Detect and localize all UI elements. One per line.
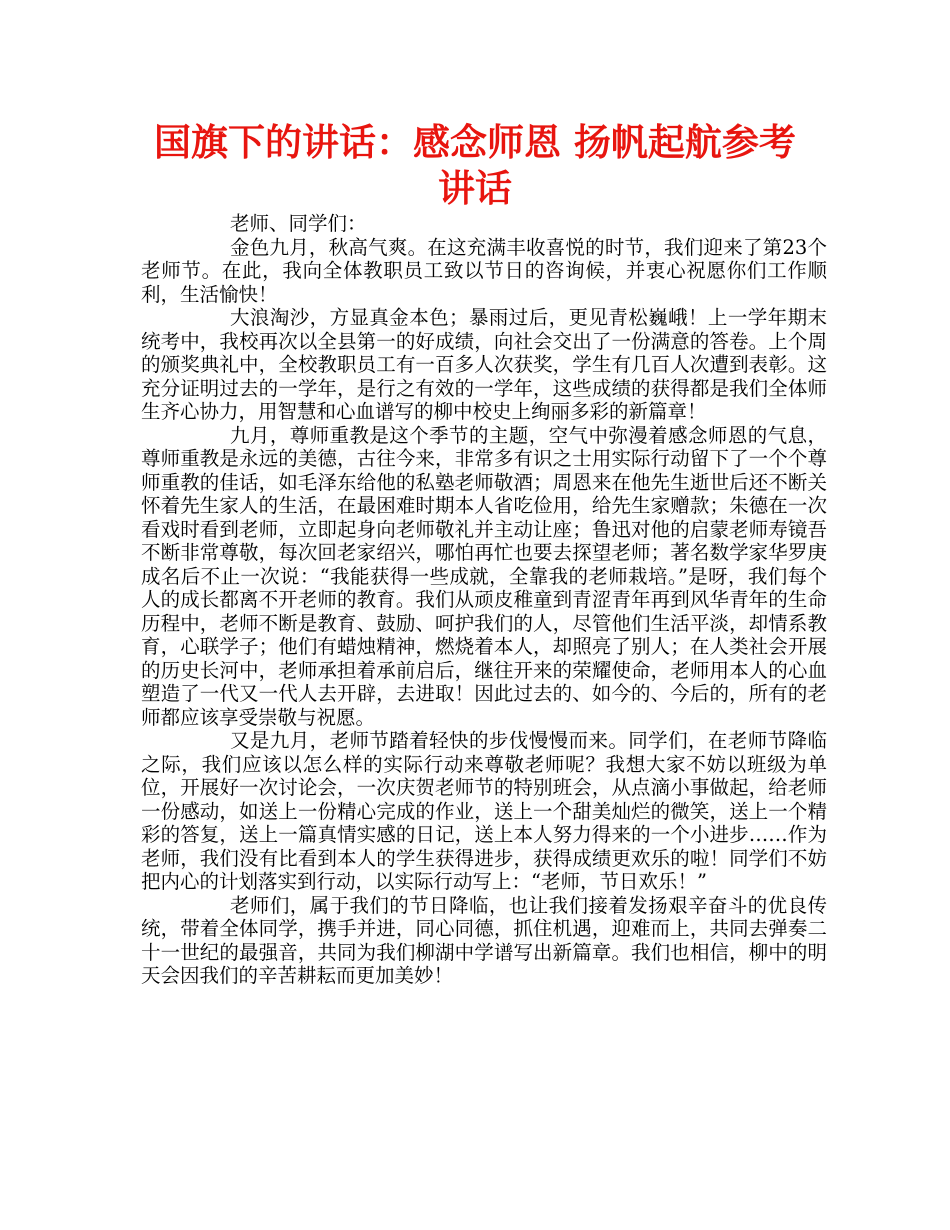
paragraph-respect-teachers: 九月，尊师重教是这个季节的主题，空气中弥漫着感念师恩的气息，尊师重教是永远的美德，古往今来，非常多有识之士用实际行动留下了一个个尊师重教的佳话，如毛泽东给他的私塾老师敬酒；周恩来在他先生逝世后还不断关怀着先生家人的生活，在最困难时期本人省吃俭用，给先生家赠款；朱德在一次看戏时看到老师，立即起身向老师敬礼并主动让座；鲁迅对他的启蒙老师寿镜吾不断非常尊敬，每次回老家绍兴，哪怕再忙也要去探望老师；著名数学家华罗庚成名后不止一次说：“我能获得一些成就，全靠我的老师栽培。”是呀，我们每个人的成长都离不开老师的教育。我们从顽皮稚童到青涩青年再到风华青年的生命历程中，老师不断是教育、鼓励、呵护我们的人，尽管他们生活平淡，却情系教育，心联学子；他们有蜡烛精神，燃烧着本人，却照亮了别人；在人类社会开展的历史长河中，老师承担着承前启后，继往开来的荣耀使命，老师用本人的心血塑造了一代又一代人去开辟，去进取！因此过去的、如今的、今后的，所有的老师都应该享受崇敬与祝愿。	[141, 423, 827, 729]
paragraph-achievements: 大浪淘沙，方显真金本色；暴雨过后，更见青松巍峨！上一学年期末统考中，我校再次以全县第一的好成绩，向社会交出了一份满意的答卷。上个周的颁奖典礼中，全校教职员工有一百多人次获奖，学生有几百人次遭到表彰。这充分证明过去的一学年，是行之有效的一学年，这些成绩的获得都是我们全体师生齐心协力，用智慧和心血谱写的柳中校史上绚丽多彩的新篇章！	[141, 306, 827, 423]
paragraph-greeting: 金色九月，秋高气爽。在这充满丰收喜悦的时节，我们迎来了第23个老师节。在此，我向全体教职员工致以节日的咨询候，并衷心祝愿你们工作顺利，生活愉快！	[141, 235, 827, 306]
paragraph-closing: 老师们，属于我们的节日降临，也让我们接着发扬艰辛奋斗的优良传统，带着全体同学，携手并进，同心同德，抓住机遇，迎难而上，共同去弹奏二十一世纪的最强音，共同为我们柳湖中学谱写出新篇章。我们也相信，柳中的明天会因我们的辛苦耕耘而更加美妙！	[141, 893, 827, 987]
paragraph-call-to-action: 又是九月，老师节踏着轻快的步伐慢慢而来。同学们，在老师节降临之际，我们应该以怎么样的实际行动来尊敬老师呢？我想大家不妨以班级为单位，开展好一次讨论会，一次庆贺老师节的特别班会，从点滴小事做起，给老师一份感动，如送上一份精心完成的作业，送上一个甜美灿烂的微笑，送上一个精彩的答复，送上一篇真情实感的日记，送上本人努力得来的一个小进步……作为老师，我们没有比看到本人的学生获得进步，获得成绩更欢乐的啦！同学们不妨把内心的计划落实到行动，以实际行动写上：“老师，节日欢乐！”	[141, 729, 827, 893]
salutation: 老师、同学们：	[230, 212, 367, 235]
document-body	[141, 212, 827, 988]
document-title: 国旗下的讲话：感念师恩 扬帆起航参考讲话	[154, 121, 796, 210]
